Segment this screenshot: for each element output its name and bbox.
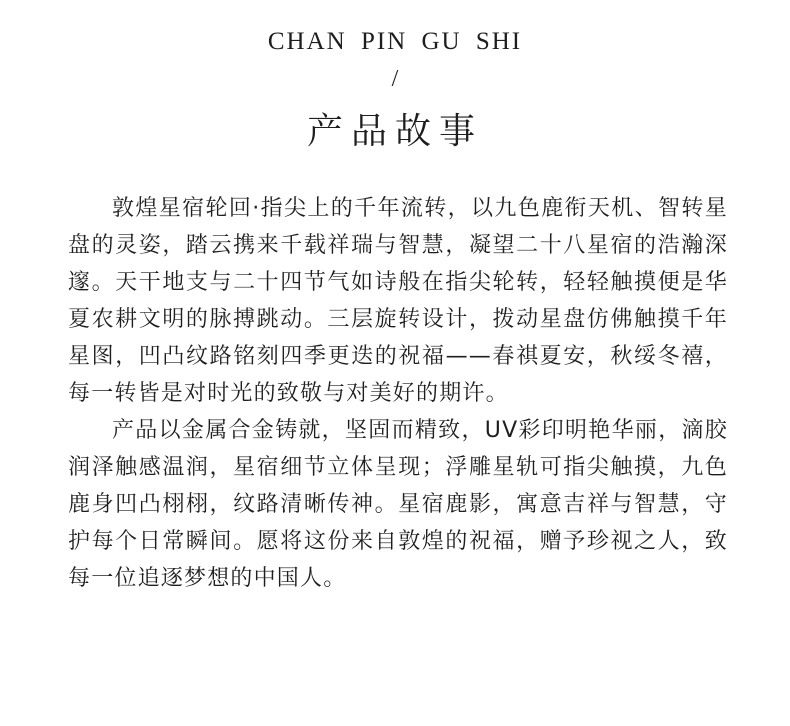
heading-divider: / xyxy=(391,66,399,92)
story-paragraph-2: 产品以金属合金铸就，坚固而精致，UV彩印明艳华丽，滴胶润泽触感温润，星宿细节立体呈现；浮雕星轨可指尖触摸，九色鹿身凹凸栩栩，纹路清晰传神。星宿鹿影，寓意吉祥与智慧，守护每个日常瞬间。愿将这份来自敦煌的祝福，赠予珍视之人，致每一位追逐梦想的中国人。 xyxy=(68,418,728,591)
story-paragraph-1: 敦煌星宿轮回·指尖上的千年流转，以九色鹿衔天机、智转星盘的灵姿，踏云携来千载祥瑞与智慧，凝望二十八星宿的浩瀚深邃。天干地支与二十四节气如诗般在指尖轮转，轻轻触摸便是华夏农耕文明的脉搏跳动。三层旋转设计，拨动星盘仿佛触摸千年星图，凹凸纹路铭刻四季更迭的祝福——春祺夏安，秋绥冬禧，每一转皆是对时光的致敬与对美好的期许。 xyxy=(68,196,728,406)
story-body xyxy=(68,190,728,597)
pinyin-heading: CHAN PIN GU SHI xyxy=(267,28,523,55)
page-title: 产品故事 xyxy=(306,111,483,152)
